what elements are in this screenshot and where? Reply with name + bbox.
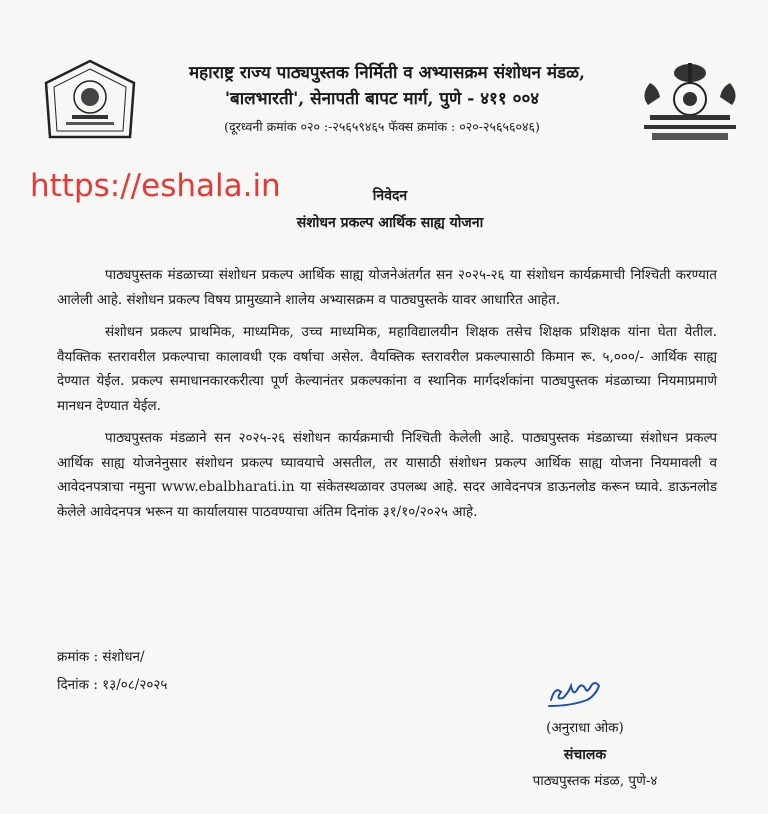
letterhead-title: महाराष्ट्र राज्य पाठ्यपुस्तक निर्मिती व अभ्यासक्रम संशोधन मंडळ, [189,63,585,83]
paragraph-1: पाठ्यपुस्तक मंडळाच्या संशोधन प्रकल्प आर्थिक साह्य योजनेअंतर्गत सन २०२५-२६ या संशोधन कार्यक्रमाची निश्चिती करण्यात आलेली आहे. संशोधन प्रकल्प विषय प्रामुख्याने शालेय अभ्यासक्रम व पाठ्यपुस्तके यावर आधारित आहेत. [57,267,717,308]
signatory-designation: संचालक [563,747,607,763]
reference-number: क्रमांक : संशोधन/ [57,649,145,665]
watermark-link[interactable]: https://eshala.in [30,168,281,204]
balbharati-logo-icon [40,55,140,155]
reference-block [57,643,167,699]
signatory-name: (अनुराधा ओक) [546,720,624,736]
state-emblem-icon [630,55,750,155]
paragraph-3: पाठ्यपुस्तक मंडळाने सन २०२५-२६ संशोधन कार्यक्रमाची निश्चिती केलेली आहे. पाठ्यपुस्तक मंडळाच्या संशोधन प्रकल्प आर्थिक साह्य योजनेनुसार संशोधन प्रकल्प घ्यावयाचे असतील, तर यासाठी संशोधन प्रकल्प आर्थिक साह्य योजना नियमावली व आवेदनपत्राचा नमुना www.ebalbharati.in या संकेतस्थळावर उपलब्ध आहे. सदर आवेदनपत्र डाऊनलोड करून घ्यावे. डाऊनलोड केलेले आवेदनपत्र भरून या कार्यालयास पाठवण्याचा अंतिम दिनांक ३१/१०/२०२५ आहे. [57,430,717,520]
paragraph-2: संशोधन प्रकल्प प्राथमिक, माध्यमिक, उच्च माध्यमिक, महाविद्यालयीन शिक्षक तसेच शिक्षक प्रशिक्षक यांना घेता येतील. वैयक्तिक स्तरावरील प्रकल्पाचा कालावधी एक वर्षाचा असेल. वैयक्तिक स्तरावरील प्रकल्पासाठी किमान रू. ५,०००/- आर्थिक साह्य देण्यात येईल. प्रकल्प समाधानकारकरीत्या पूर्ण केल्यानंतर प्रकल्पकांना व स्थानिक मार्गदर्शकांना पाठ्यपुस्तक मंडळाच्या नियमाप्रमाणे मानधन देण्यात येईल. [57,324,717,414]
signature-mark-icon [545,676,615,710]
notice-body [57,263,717,532]
notice-heading: निवेदन [372,188,408,204]
reference-date: दिनांक : १३/०८/२०२५ [57,677,168,693]
letterhead-address: 'बालभारती', सेनापती बापट मार्ग, पुणे - ४११ ००४ [224,89,540,109]
notice-subject: संशोधन प्रकल्प आर्थिक साह्य योजना [296,215,484,231]
letterhead-contact: (दूरध्वनी क्रमांक ०२० :-२५६५९४६५ फॅक्स क्रमांक : ०२०-२५६५६०४६) [224,119,540,134]
signatory-office: पाठ्यपुस्तक मंडळ, पुणे-४ [532,773,658,789]
